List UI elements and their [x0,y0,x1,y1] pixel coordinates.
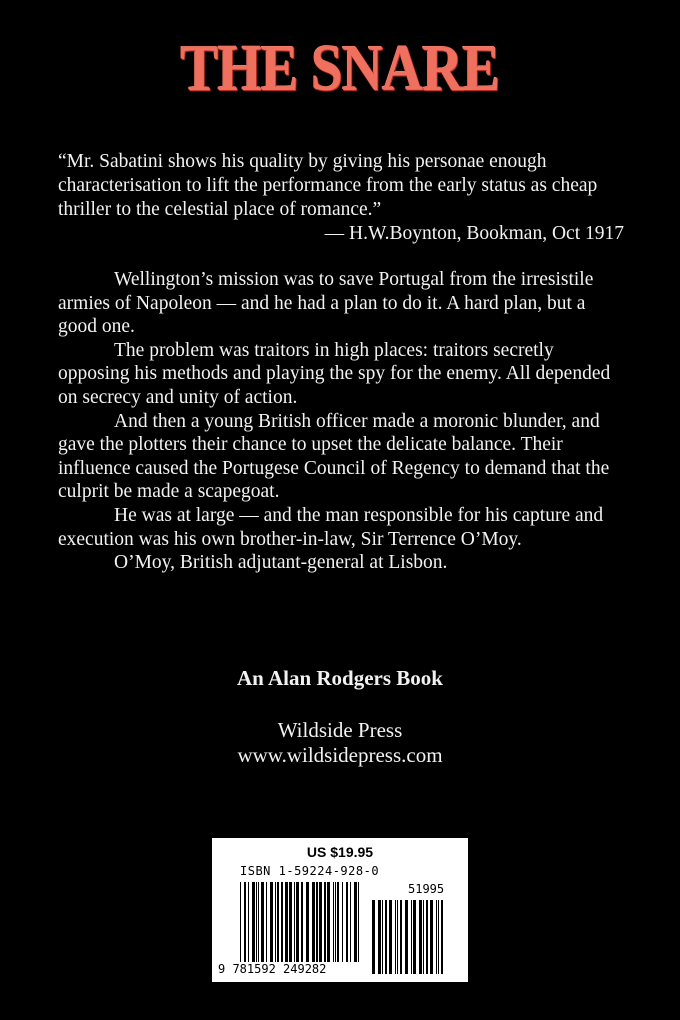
barcode-bar [277,882,279,962]
price-label: US $19.95 [306,844,374,860]
barcode-bar [400,900,402,974]
barcode-bar [301,882,303,962]
publisher-name: Wildside Press [277,718,403,742]
barcode-bar [430,900,433,974]
barcode-bar [275,882,276,962]
barcode-bar [324,882,326,962]
barcode-bar [342,882,343,962]
blurb-paragraph: Wellington’s mission was to save Portugal from the irresistile armies of Napoleon — and he had a plan to do it. A hard plan, but a good one. [58,269,594,338]
publisher-website: www.wildsidepress.com [237,743,443,767]
book-title: THE SNARE [180,32,500,105]
barcode-bar [441,900,443,974]
barcode-bar [382,900,383,974]
barcode-bar [294,882,295,962]
barcode-bar [350,882,351,962]
barcode-bar [312,882,315,962]
barcode-bar [385,900,387,974]
barcode-bar [358,882,359,962]
barcode-bar [372,900,375,974]
barcode-bar [316,882,318,962]
barcode-bar [306,882,309,962]
barcode-bar [333,882,334,962]
barcode-bar [266,882,267,962]
blurb-paragraph: And then a young British officer made a moronic blunder, and gave the plotters their chance to upset the delicate balance. Their influence caused the Portugese Council of Regency to demand that the culprit be made a scapegoat. [58,410,610,503]
barcode-bar [405,900,408,974]
ean-number: 9 781592 249282 [218,962,327,976]
barcode-bar [419,900,422,974]
barcode-bar [378,900,381,974]
barcode-bar [346,882,348,962]
barcode-bar [319,882,322,962]
barcode-bar [337,882,339,962]
blurb-paragraph: The problem was traitors in high places: traitors secretly opposing his methods and playing the spy for the enemy. All depended on secrecy and unity of action. [58,339,611,408]
barcode-bar [248,882,249,962]
barcode-bar [296,882,299,962]
barcode-bar [423,900,424,974]
barcode-bar [258,882,259,962]
barcode-bar [354,882,357,962]
barcode-bar [252,882,255,962]
imprint-line: An Alan Rodgers Book [237,666,443,690]
blurb-paragraph: O’Moy, British adjutant-general at Lisbon. [114,552,448,574]
addon-barcode-bars [372,900,443,974]
barcode-bar [438,900,439,974]
barcode-bar [413,900,416,974]
barcode-bar [389,900,392,974]
barcode-bar [256,882,257,962]
barcode-bar [411,900,412,974]
book-blurb [58,268,626,575]
review-quote: “Mr. Sabatini shows his quality by giving his personae enough characterisation to lift the performance from the early status as cheap thriller to the celestial place of romance.” [58,151,598,220]
barcode-bar [436,900,437,974]
barcode-bar [281,882,283,962]
barcode-bar [244,882,246,962]
barcode-bar [270,882,273,962]
ean-barcode-bars [240,882,359,962]
barcode-bar [261,882,264,962]
barcode-bar [327,882,330,962]
barcode-bar [240,882,241,962]
quote-attribution: — H.W.Boynton, Bookman, Oct 1917 [324,223,624,244]
blurb-paragraph: He was at large — and the man responsible for his capture and execution was his own brother-in-law, Sir Terrence O’Moy. [58,504,604,550]
barcode-bar [285,882,288,962]
addon-number: 51995 [408,882,445,896]
barcode-label [212,838,468,982]
barcode-bar [397,900,398,974]
barcode-bar [289,882,292,962]
barcode-bar [335,882,336,962]
barcode-bar [426,900,428,974]
isbn-label: ISBN 1-59224-928-0 [240,864,380,878]
publisher-block [0,718,680,768]
barcode-bar [395,900,396,974]
